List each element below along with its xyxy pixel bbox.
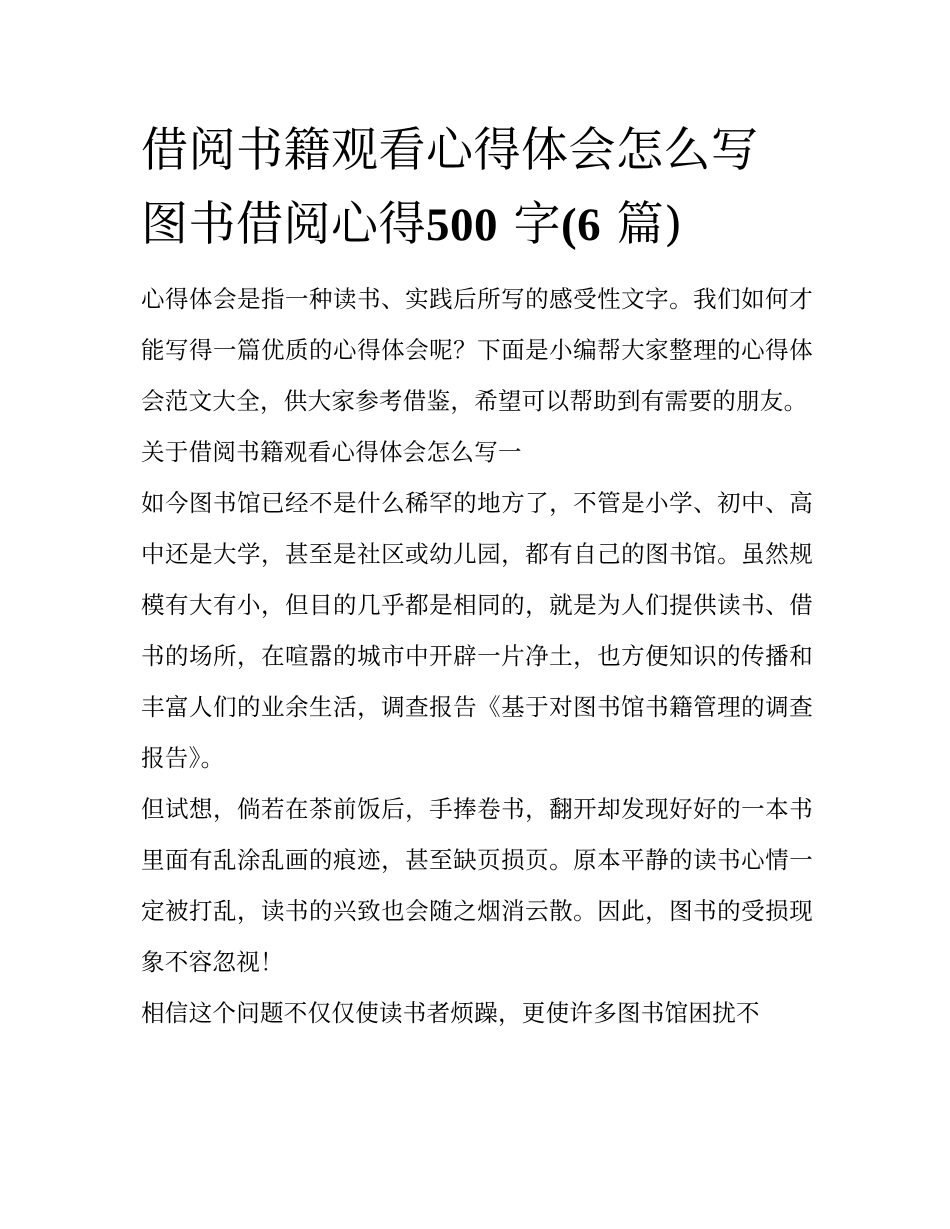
- body-paragraph-1: 如今图书馆已经不是什么稀罕的地方了，不管是小学、初中、高中还是大学，甚至是社区或幼儿园，都有自己的图书馆。虽然规模有大有小，但目的几乎都是相同的，就是为人们提供读书、借书的场所，在喧嚣的城市中开辟一片净土，也方便知识的传播和丰富人们的业余生活，调查报告《基于对图书馆书籍管理的调查报告》。: [141, 489, 813, 772]
- document-title: [141, 114, 813, 262]
- title-line-2-count: (6: [560, 199, 602, 251]
- title-line-1: 借阅书籍观看心得体会怎么写: [141, 123, 759, 178]
- document-content: [141, 114, 813, 1039]
- title-line-2-part-c: 字: [513, 197, 561, 252]
- title-line-2-part-e: 篇): [616, 197, 683, 252]
- title-line-2-number: 500: [426, 199, 498, 251]
- body-paragraph-3: 相信这个问题不仅仅使读书者烦躁，更使许多图书馆困扰不: [141, 999, 760, 1027]
- title-line-2-part-a: 图书借阅心得: [141, 197, 426, 252]
- intro-paragraph: 心得体会是指一种读书、实践后所写的感受性文字。我们如何才能写得一篇优质的心得体会呢？下面是小编帮大家整理的心得体会范文大全，供大家参考借鉴，希望可以帮助到有需要的朋友。: [141, 285, 813, 415]
- body-paragraph-2: 但试想，倘若在茶前饭后，手捧卷书，翻开却发现好好的一本书里面有乱涂乱画的痕迹，甚至缺页损页。原本平静的读书心情一定被打乱，读书的兴致也会随之烟消云散。因此，图书的受损现象不容忽视！: [141, 795, 813, 976]
- section-heading: 关于借阅书籍观看心得体会怎么写一: [141, 438, 522, 466]
